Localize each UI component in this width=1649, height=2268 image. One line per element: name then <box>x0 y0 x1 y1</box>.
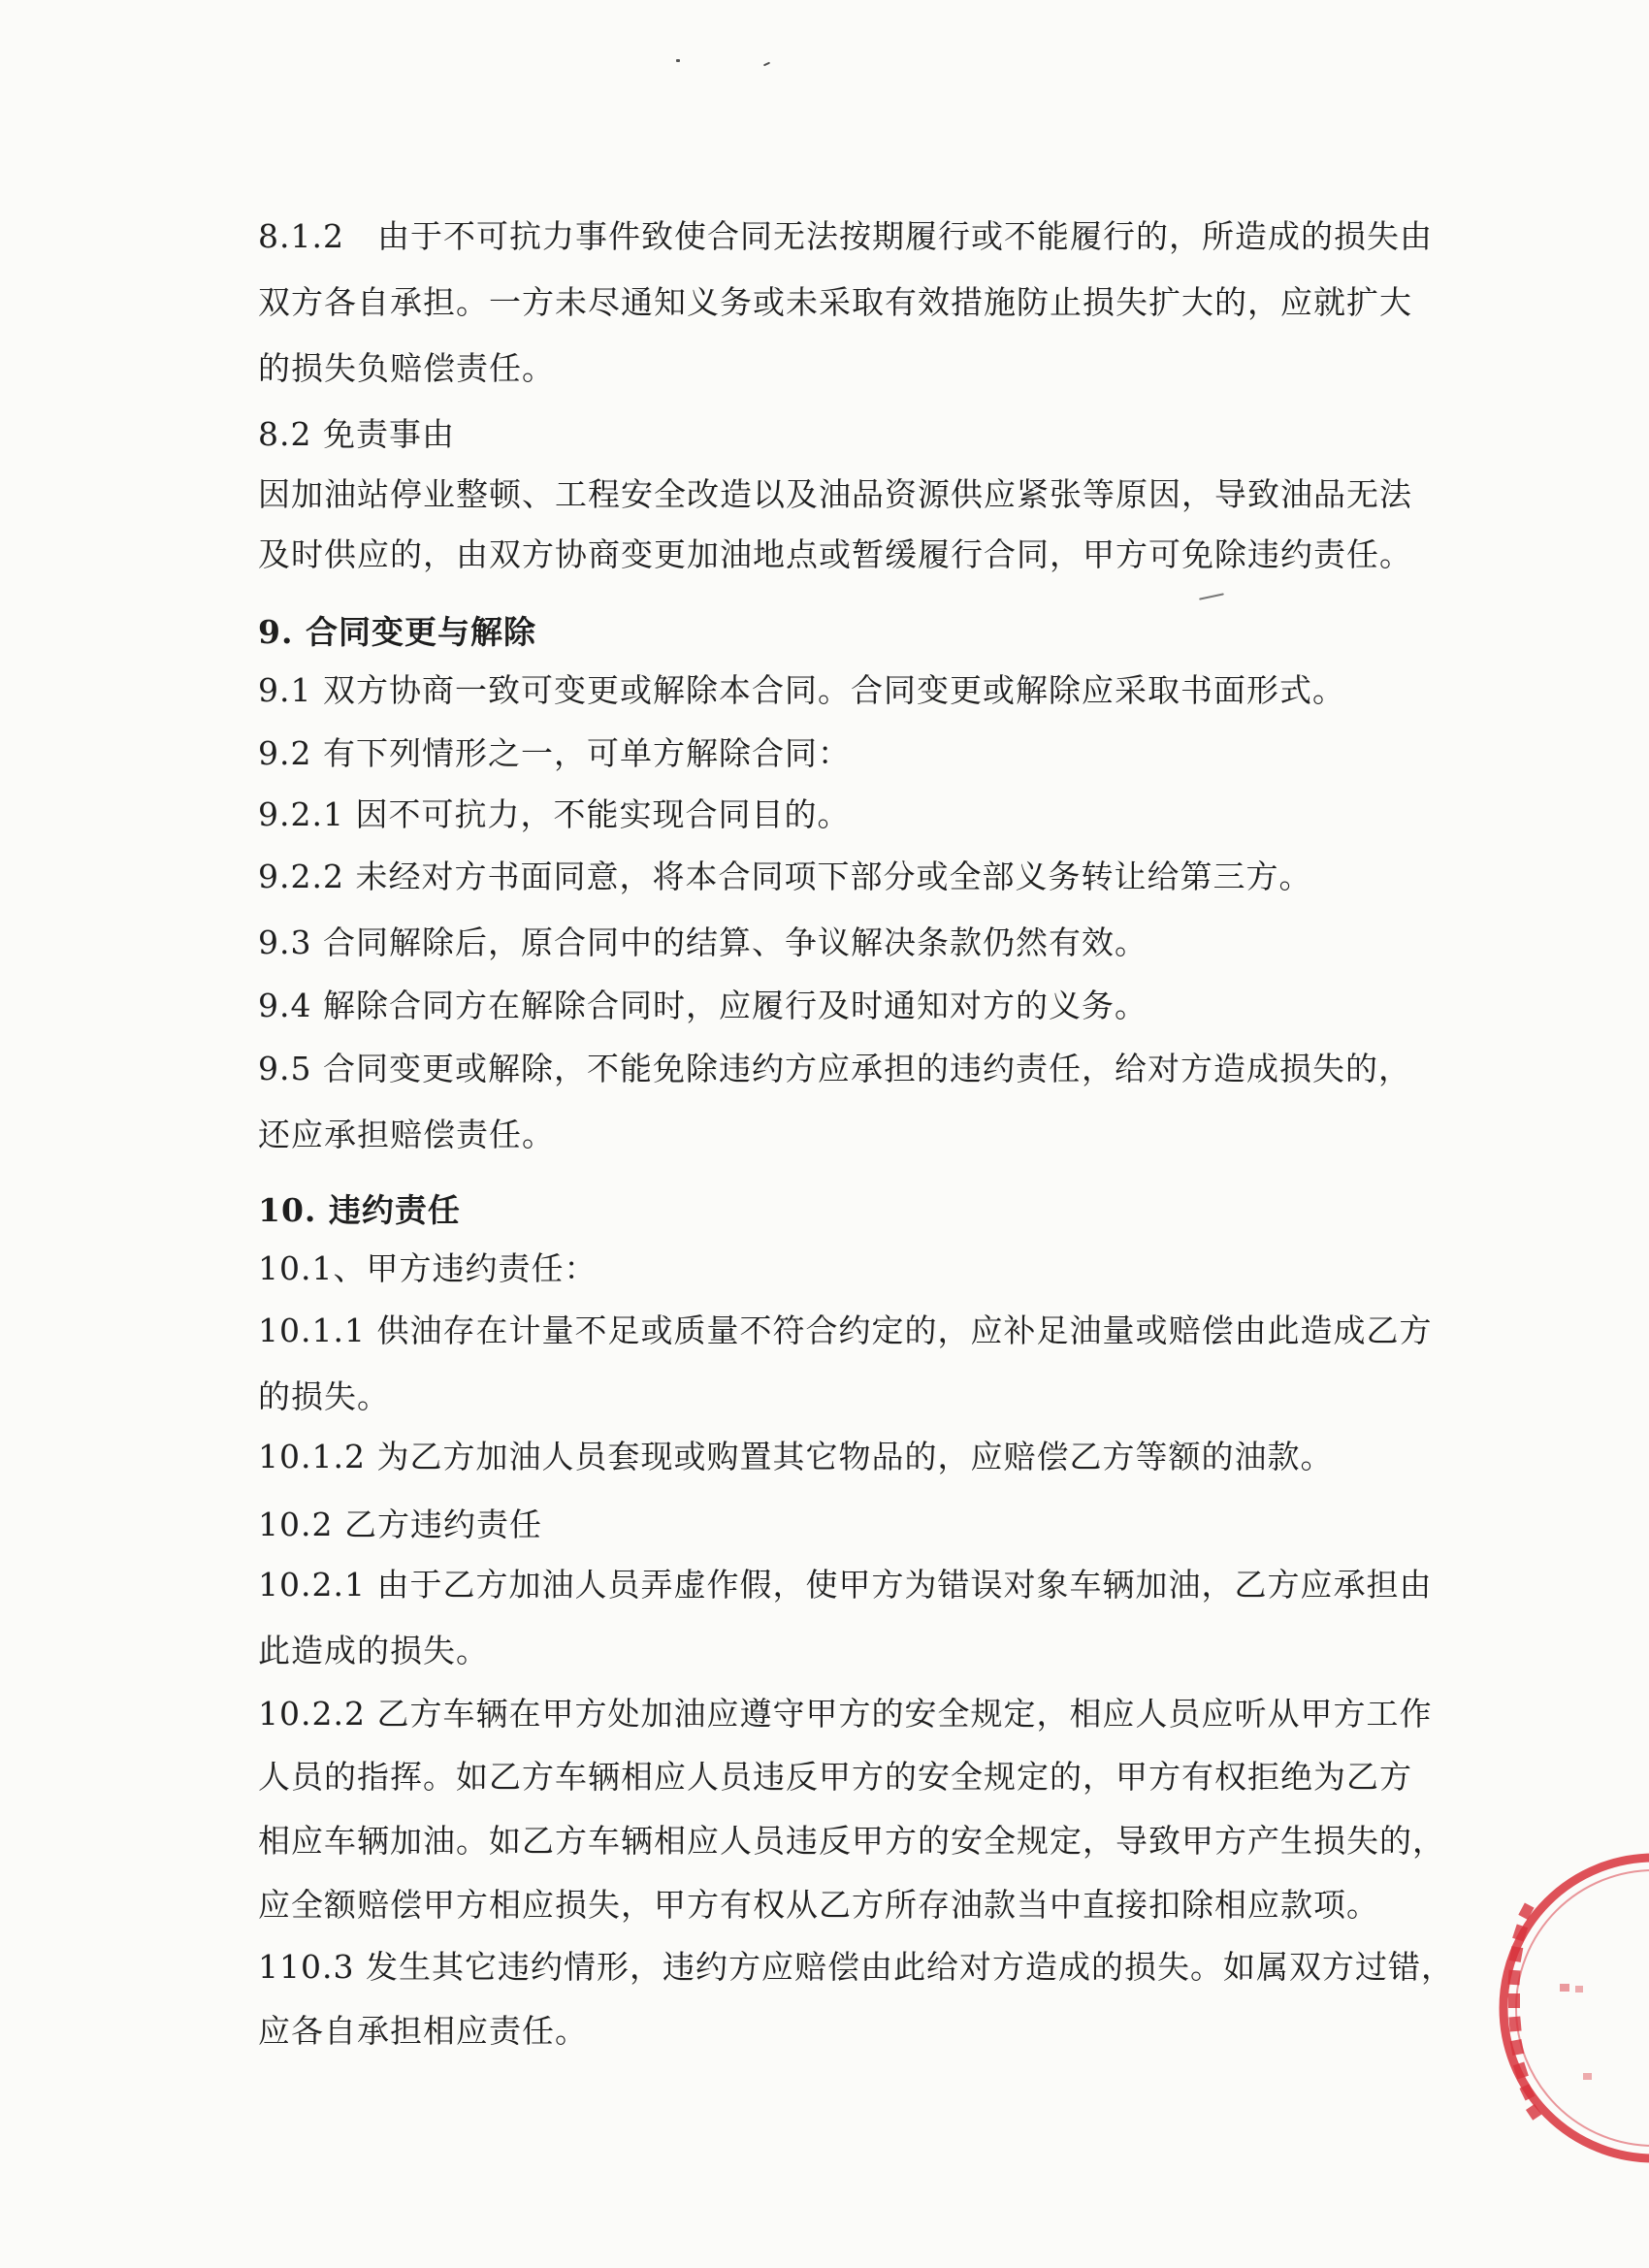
company-seal <box>1484 1848 1649 2168</box>
clause-10-2-1-line-1: 10.2.1 由于乙方加油人员弄虚作假，使甲方为错误对象车辆加油，乙方应承担由 <box>258 1566 1433 1604</box>
scan-speck <box>763 62 770 67</box>
clause-8-1-2-line-3: 的损失负赔偿责任。 <box>258 349 555 387</box>
section-9-heading: 9. 合同变更与解除 <box>258 613 536 651</box>
clause-9-3: 9.3 合同解除后，原合同中的结算、争议解决条款仍然有效。 <box>258 923 1148 961</box>
clause-9-2: 9.2 有下列情形之一，可单方解除合同： <box>258 734 851 772</box>
clause-8-1-2-line-2: 双方各自承担。一方未尽通知义务或未采取有效措施防止损失扩大的，应就扩大 <box>258 283 1412 321</box>
clause-10-3-line-1: 110.3 发生其它违约情形，违约方应赔偿由此给对方造成的损失。如属双方过错， <box>258 1948 1454 1986</box>
clause-10-2-2-line-2: 人员的指挥。如乙方车辆相应人员违反甲方的安全规定的，甲方有权拒绝为乙方 <box>258 1758 1412 1796</box>
scan-speck <box>1199 593 1224 599</box>
clause-9-2-2: 9.2.2 未经对方书面同意，将本合同项下部分或全部义务转让给第三方。 <box>258 858 1312 895</box>
clause-9-5-line-2: 还应承担赔偿责任。 <box>258 1116 555 1153</box>
clause-8-2-title: 8.2 免责事由 <box>258 415 455 453</box>
clause-9-4: 9.4 解除合同方在解除合同时，应履行及时通知对方的义务。 <box>258 987 1148 1024</box>
clause-10-1-title: 10.1、甲方违约责任： <box>258 1249 598 1287</box>
clause-10-3-line-2: 应各自承担相应责任。 <box>258 2012 588 2050</box>
scan-speck <box>676 59 680 62</box>
clause-10-1-1-line-1: 10.1.1 供油存在计量不足或质量不符合约定的，应补足油量或赔偿由此造成乙方 <box>258 1312 1433 1349</box>
clause-10-1-2: 10.1.2 为乙方加油人员套现或购置其它物品的，应赔偿乙方等额的油款。 <box>258 1438 1334 1475</box>
clause-8-2-line-2: 及时供应的，由双方协商变更加油地点或暂缓履行合同，甲方可免除违约责任。 <box>258 535 1412 573</box>
clause-10-2-2-line-3: 相应车辆加油。如乙方车辆相应人员违反甲方的安全规定，导致甲方产生损失的， <box>258 1822 1445 1860</box>
clause-10-2-2-line-4: 应全额赔偿甲方相应损失，甲方有权从乙方所存油款当中直接扣除相应款项。 <box>258 1886 1379 1924</box>
clause-9-5-line-1: 9.5 合同变更或解除，不能免除违约方应承担的违约责任，给对方造成损失的， <box>258 1050 1411 1087</box>
clause-10-2-title: 10.2 乙方违约责任 <box>258 1506 542 1543</box>
clause-9-2-1: 9.2.1 因不可抗力，不能实现合同目的。 <box>258 795 851 833</box>
clause-10-1-1-line-2: 的损失。 <box>258 1377 390 1415</box>
section-10-heading: 10. 违约责任 <box>258 1191 461 1229</box>
seal-icon <box>1484 1848 1649 2168</box>
clause-8-2-line-1: 因加油站停业整顿、工程安全改造以及油品资源供应紧张等原因，导致油品无法 <box>258 475 1412 513</box>
clause-10-2-1-line-2: 此造成的损失。 <box>258 1632 489 1669</box>
clause-10-2-2-line-1: 10.2.2 乙方车辆在甲方处加油应遵守甲方的安全规定，相应人员应听从甲方工作 <box>258 1695 1433 1733</box>
clause-9-1: 9.1 双方协商一致可变更或解除本合同。合同变更或解除应采取书面形式。 <box>258 671 1345 709</box>
clause-8-1-2-line-1: 8.1.2 由于不可抗力事件致使合同无法按期履行或不能履行的，所造成的损失由 <box>258 217 1433 255</box>
